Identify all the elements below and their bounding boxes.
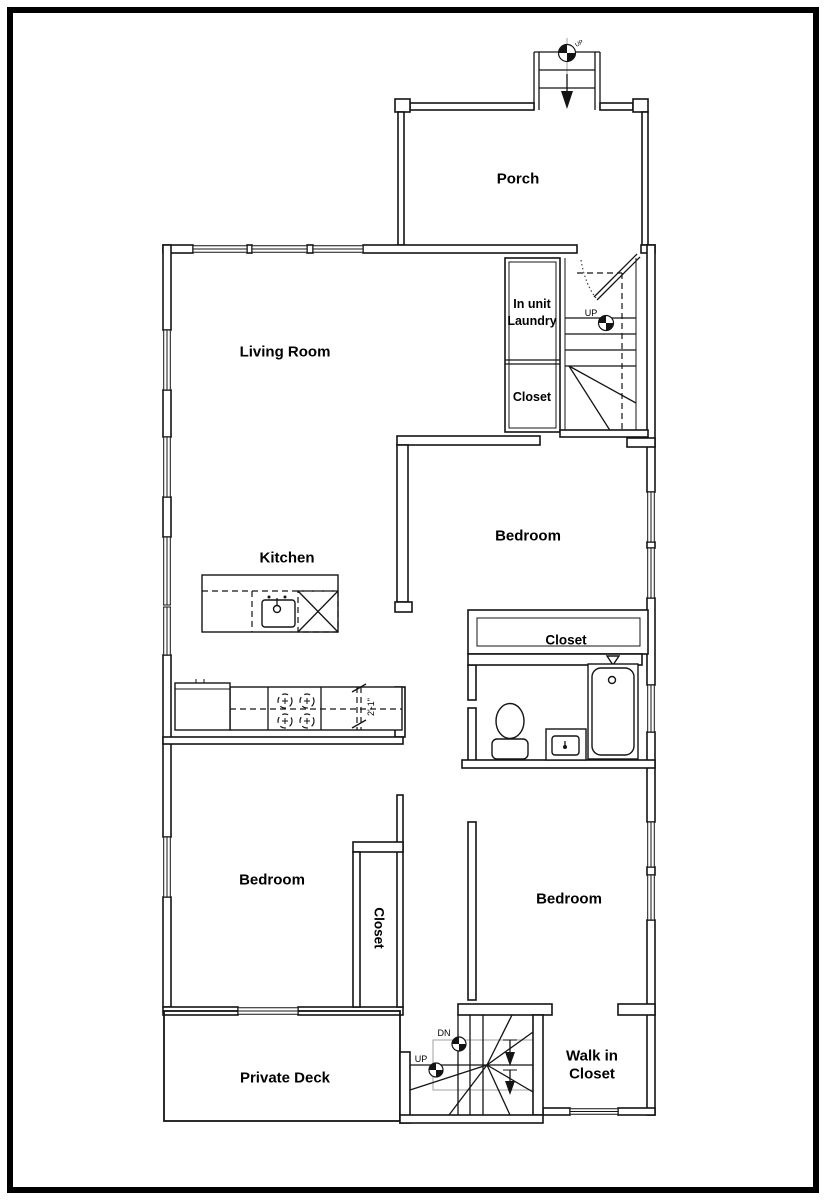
window-icon [238, 1007, 298, 1015]
winder-tread [410, 1065, 487, 1090]
kitchen-sink-icon [262, 596, 295, 628]
datum-marker-icon [559, 45, 576, 62]
window-icon [163, 837, 171, 897]
laundry-closet-label: Closet [512, 390, 552, 404]
living-room-label: Living Room [239, 343, 331, 361]
kitchen-counter [175, 679, 402, 730]
windows-layer [163, 245, 655, 1115]
window-icon [193, 245, 247, 253]
window-icon [163, 437, 171, 497]
window-icon [163, 537, 171, 605]
window-icon [647, 492, 655, 542]
window-icon [570, 1108, 618, 1115]
toilet-icon [492, 704, 528, 760]
laundry-label-line2: Laundry [507, 314, 557, 328]
window-icon [252, 245, 307, 253]
window-icon [313, 245, 363, 253]
kitchen-label: Kitchen [259, 549, 315, 567]
private-deck-walls [164, 1011, 400, 1121]
upper-staircase [565, 258, 636, 432]
window-icon [163, 607, 171, 655]
bedroom-middle-label: Bedroom [495, 527, 561, 545]
window-icon [647, 685, 655, 732]
bedroom-left-label: Bedroom [239, 871, 305, 889]
front-door [581, 254, 640, 300]
datum-markers-layer [429, 45, 614, 1078]
upper-stair-up-label: UP [584, 308, 598, 318]
page-border [10, 10, 816, 1190]
lower-stair-dn-label: DN [437, 1028, 451, 1038]
datum-marker-icon [452, 1037, 466, 1051]
window-icon [647, 548, 655, 598]
bedroom-right-label: Bedroom [536, 890, 602, 908]
refrigerator-icon [175, 679, 230, 730]
counter-depth-text: 2'-1" [366, 698, 376, 716]
winder-tread [569, 366, 611, 432]
porch-post [633, 99, 648, 112]
lower-staircase [400, 1015, 543, 1123]
door-leaf [594, 254, 637, 297]
bathroom [492, 656, 638, 760]
walk-in-closet-label-line2: Closet [569, 1065, 615, 1083]
datum-marker-icon [429, 1063, 443, 1077]
door-swing-arc [581, 260, 596, 298]
kitchen-island [202, 575, 338, 632]
window-icon [647, 822, 655, 867]
stair-down-arrow-icon [505, 1081, 515, 1095]
stair-down-arrow-icon [505, 1052, 515, 1066]
east-wall [636, 245, 655, 1115]
winder-tread [569, 366, 636, 403]
datum-marker-icon [599, 316, 614, 331]
bedroom-left-closet-label: Closet [371, 907, 387, 949]
porch-label: Porch [496, 170, 540, 188]
window-icon [163, 330, 171, 390]
window-icon [647, 875, 655, 920]
walk-in-closet-label-line1: Walk in [566, 1047, 618, 1065]
laundry-label-line1: In unit [513, 297, 551, 311]
bathtub-icon [588, 664, 638, 759]
private-deck-label: Private Deck [239, 1069, 331, 1087]
entry-up-label: UP [574, 39, 585, 49]
laundry-closet-block [505, 258, 560, 432]
entry-down-arrow-icon [561, 91, 573, 109]
porch-post [395, 99, 410, 112]
lower-stair-up-label: UP [414, 1054, 428, 1064]
middle-closet-label: Closet [545, 632, 587, 648]
bathroom-sink-icon [546, 729, 586, 760]
